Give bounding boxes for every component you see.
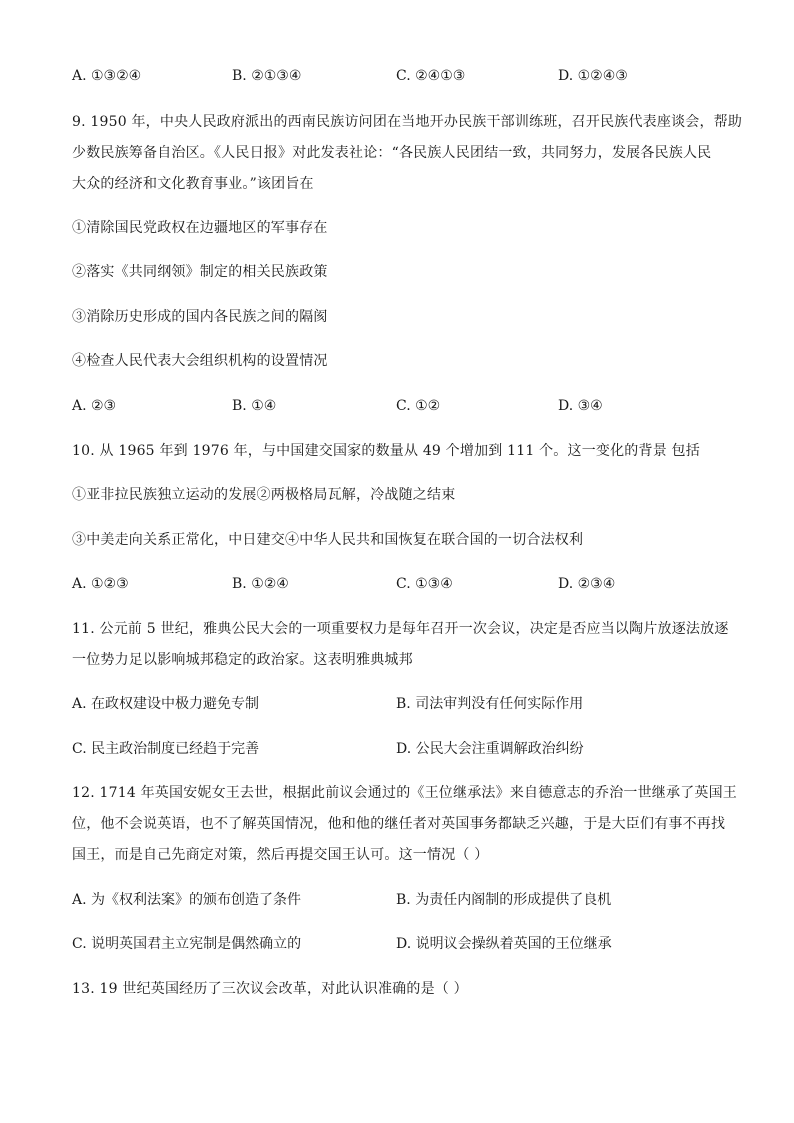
q9-stem-line-1: 9. 1950 年，中央人民政府派出的西南民族访问团在当地开办民族干部训练班，召开民族代表座谈会，帮助 bbox=[72, 114, 743, 130]
q10-item-1: ①亚非拉民族独立运动的发展②两极格局瓦解，冷战随之结束 bbox=[72, 487, 456, 503]
q10-stem-line-1: 10. 从 1965 年到 1976 年，与中国建交国家的数量从 49 个增加到 111 个。这一变化的背景 包括 bbox=[72, 443, 700, 459]
q9-stem-line-2: 少数民族筹备自治区。《人民日报》对此发表社论：“各民族人民团结一致，共同努力，发展各民族人民 bbox=[72, 145, 712, 161]
q12-option-b: B. 为责任内阁制的形成提供了良机 bbox=[396, 892, 612, 908]
q11-option-b: B. 司法审判没有任何实际作用 bbox=[396, 696, 584, 712]
q11-option-a: A. 在政权建设中极力避免专制 bbox=[72, 696, 260, 712]
q12-options-row-1 bbox=[72, 890, 732, 910]
q11-option-d: D. 公民大会注重调解政治纠纷 bbox=[396, 741, 584, 757]
q9-stem-line-3: 大众的经济和文化教育事业。”该团旨在 bbox=[72, 176, 314, 192]
q11-stem-line-1: 11. 公元前 5 世纪，雅典公民大会的一项重要权力是每年召开一次会议，决定是否应当以陶片放逐法放逐 bbox=[72, 621, 729, 637]
q8-options bbox=[72, 66, 732, 86]
q10-options bbox=[72, 574, 732, 594]
q11-options-row-1 bbox=[72, 694, 732, 714]
q13-stem-line-1: 13. 19 世纪英国经历了三次议会改革，对此认识准确的是（ ） bbox=[72, 981, 468, 997]
q12-stem-line-3: 国王，而是自己先商定对策，然后再提交国王认可。这一情况（ ） bbox=[72, 847, 489, 863]
q12-stem-line-1: 12. 1714 年英国安妮女王去世，根据此前议会通过的《王位继承法》来自德意志的乔治一世继承了英国王 bbox=[72, 785, 737, 801]
q10-option-d: D. ②③④ bbox=[558, 576, 616, 592]
q9-option-c: C. ①② bbox=[396, 398, 441, 414]
q8-option-b: B. ②①③④ bbox=[232, 68, 302, 84]
q8-option-a: A. ①③②④ bbox=[72, 68, 142, 84]
q8-option-d: D. ①②④③ bbox=[558, 68, 628, 84]
q10-option-b: B. ①②④ bbox=[232, 576, 289, 592]
q9-option-d: D. ③④ bbox=[558, 398, 603, 414]
q8-option-c: C. ②④①③ bbox=[396, 68, 466, 84]
q11-option-c: C. 民主政治制度已经趋于完善 bbox=[72, 741, 260, 757]
q9-option-a: A. ②③ bbox=[72, 398, 117, 414]
q9-item-4: ④检查人民代表大会组织机构的设置情况 bbox=[72, 353, 328, 369]
q10-option-a: A. ①②③ bbox=[72, 576, 129, 592]
q10-option-c: C. ①③④ bbox=[396, 576, 453, 592]
q9-item-1: ①清除国民党政权在边疆地区的军事存在 bbox=[72, 220, 328, 236]
q9-options bbox=[72, 396, 732, 416]
q9-item-3: ③消除历史形成的国内各民族之间的隔阂 bbox=[72, 309, 328, 325]
q12-options-row-2 bbox=[72, 934, 732, 954]
q11-stem-line-2: 一位势力足以影响城邦稳定的政治家。这表明雅典城邦 bbox=[72, 652, 413, 668]
q9-item-2: ②落实《共同纲领》制定的相关民族政策 bbox=[72, 264, 328, 280]
q11-options-row-2 bbox=[72, 739, 732, 759]
q9-option-b: B. ①④ bbox=[232, 398, 277, 414]
q10-item-2: ③中美走向关系正常化，中日建交④中华人民共和国恢复在联合国的一切合法权利 bbox=[72, 532, 584, 548]
q12-option-c: C. 说明英国君主立宪制是偶然确立的 bbox=[72, 936, 302, 952]
q12-option-d: D. 说明议会操纵着英国的王位继承 bbox=[396, 936, 612, 952]
q12-stem-line-2: 位，他不会说英语，也不了解英国情况，他和他的继任者对英国事务都缺乏兴趣，于是大臣们有事不再找 bbox=[72, 816, 726, 832]
q12-option-a: A. 为《权利法案》的颁布创造了条件 bbox=[72, 892, 302, 908]
